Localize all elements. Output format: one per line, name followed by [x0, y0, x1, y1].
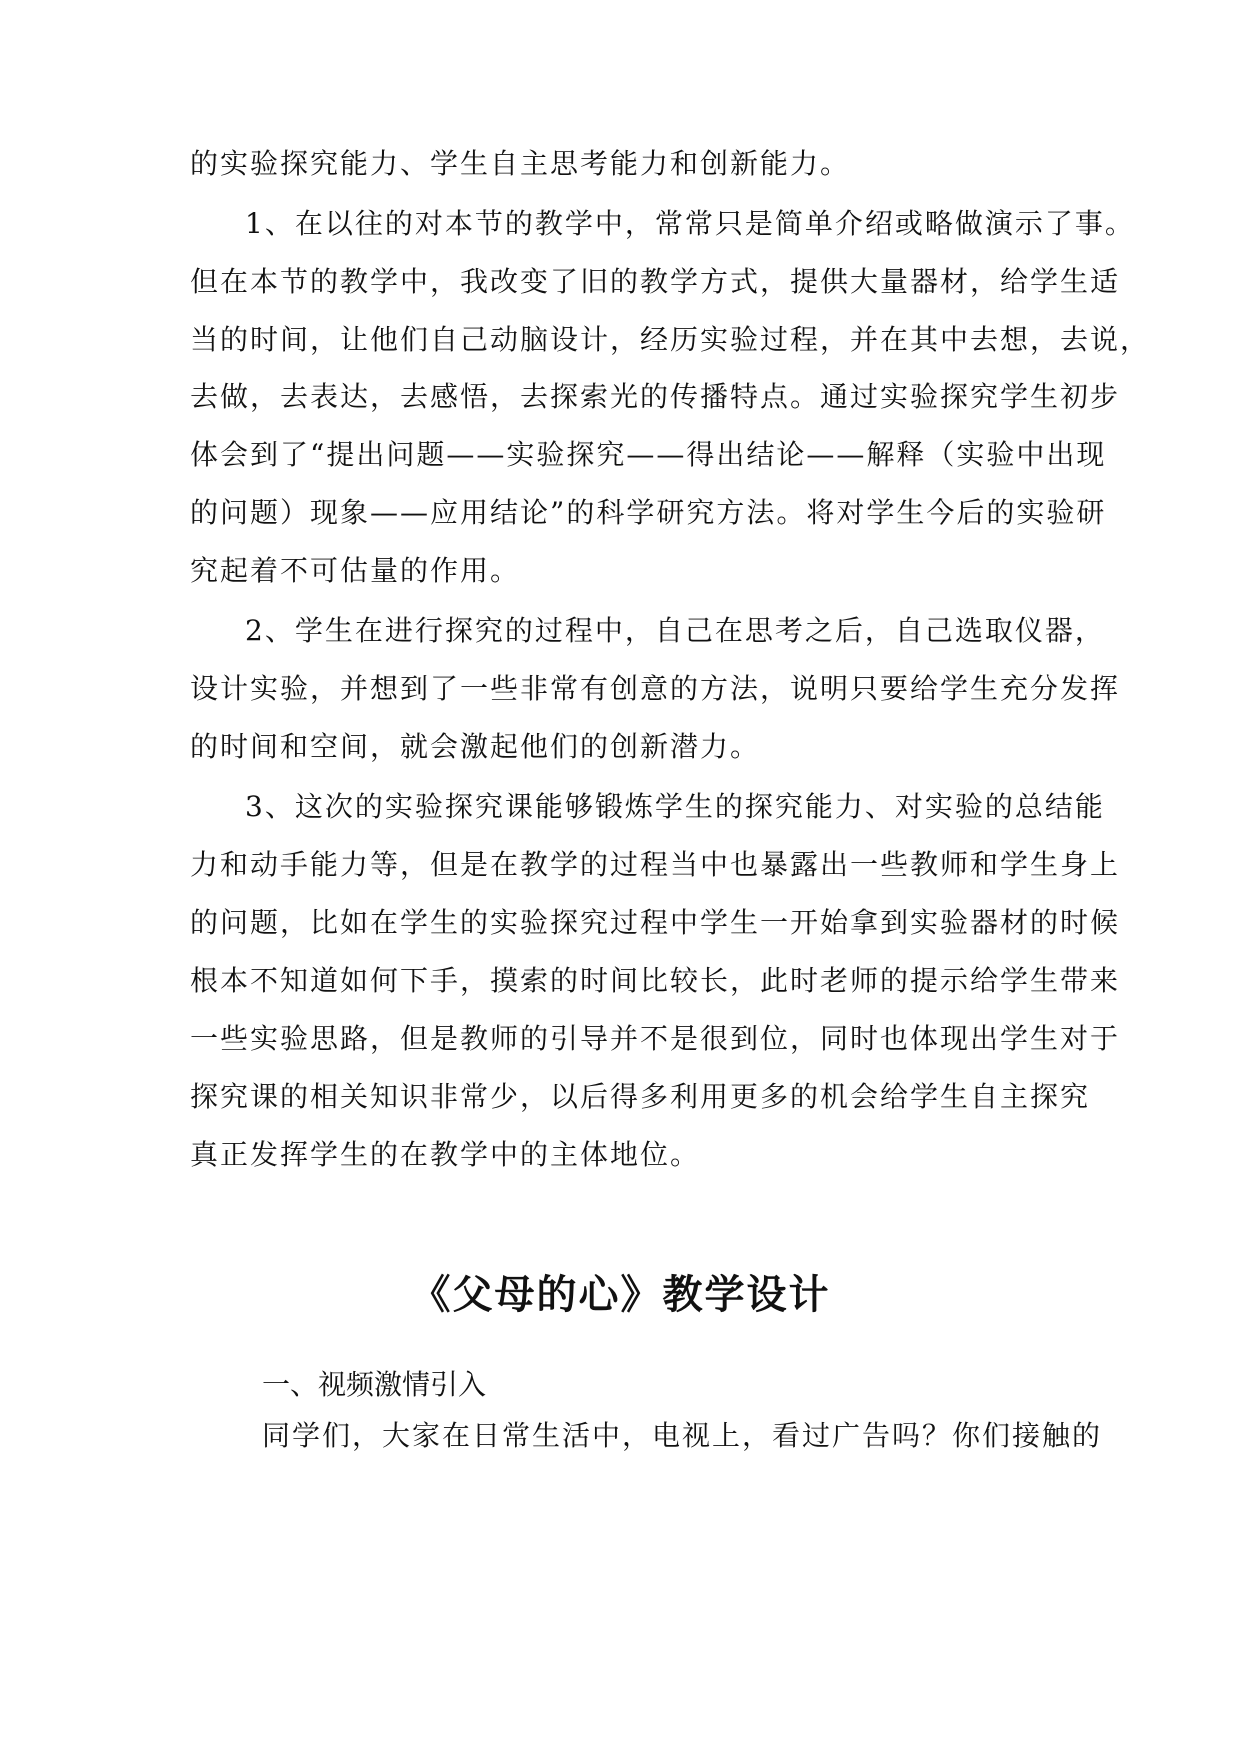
paragraph-3-line-6: 探究课的相关知识非常少，以后得多利用更多的机会给学生自主探究	[190, 1080, 1091, 1113]
section-heading: 一、视频激情引入	[262, 1368, 487, 1401]
paragraph-3-line-3: 的问题，比如在学生的实验探究过程中学生一开始拿到实验器材的时候	[190, 906, 1121, 939]
paragraph-1-line-1: 1、在以往的对本节的教学中，常常只是简单介绍或略做演示了事。	[245, 207, 1135, 240]
document-title: 《父母的心》教学设计	[410, 1271, 831, 1318]
paragraph-1-line-6: 的问题）现象——应用结论”的科学研究方法。将对学生今后的实验研	[190, 496, 1107, 529]
paragraph-intro-line-1: 的实验探究能力、学生自主思考能力和创新能力。	[190, 147, 851, 180]
paragraph-2-line-2: 设计实验，并想到了一些非常有创意的方法，说明只要给学生充分发挥	[190, 672, 1121, 705]
paragraph-1-line-3: 当的时间，让他们自己动脑设计，经历实验过程，并在其中去想，去说，	[190, 323, 1151, 356]
paragraph-1-line-2: 但在本节的教学中，我改变了旧的教学方式，提供大量器材，给学生适	[190, 265, 1121, 298]
paragraph-3-line-5: 一些实验思路，但是教师的引导并不是很到位，同时也体现出学生对于	[190, 1022, 1121, 1055]
paragraph-2-line-1: 2、学生在进行探究的过程中，自己在思考之后，自己选取仪器，	[245, 614, 1105, 647]
paragraph-1-line-5: 体会到了“提出问题——实验探究——得出结论——解释（实验中出现	[190, 438, 1107, 471]
paragraph-1-line-4: 去做，去表达，去感悟，去探索光的传播特点。通过实验探究学生初步	[190, 380, 1121, 413]
paragraph-3-line-4: 根本不知道如何下手，摸索的时间比较长，此时老师的提示给学生带来	[190, 964, 1121, 997]
paragraph-1-line-7: 究起着不可估量的作用。	[190, 554, 521, 587]
paragraph-2-line-3: 的时间和空间，就会激起他们的创新潜力。	[190, 730, 761, 763]
paragraph-3-line-1: 3、这次的实验探究课能够锻炼学生的探究能力、对实验的总结能	[245, 790, 1105, 823]
section-text: 同学们，大家在日常生活中，电视上，看过广告吗？你们接触的	[262, 1419, 1103, 1452]
paragraph-3-line-7: 真正发挥学生的在教学中的主体地位。	[190, 1138, 701, 1171]
paragraph-3-line-2: 力和动手能力等，但是在教学的过程当中也暴露出一些教师和学生身上	[190, 848, 1121, 881]
